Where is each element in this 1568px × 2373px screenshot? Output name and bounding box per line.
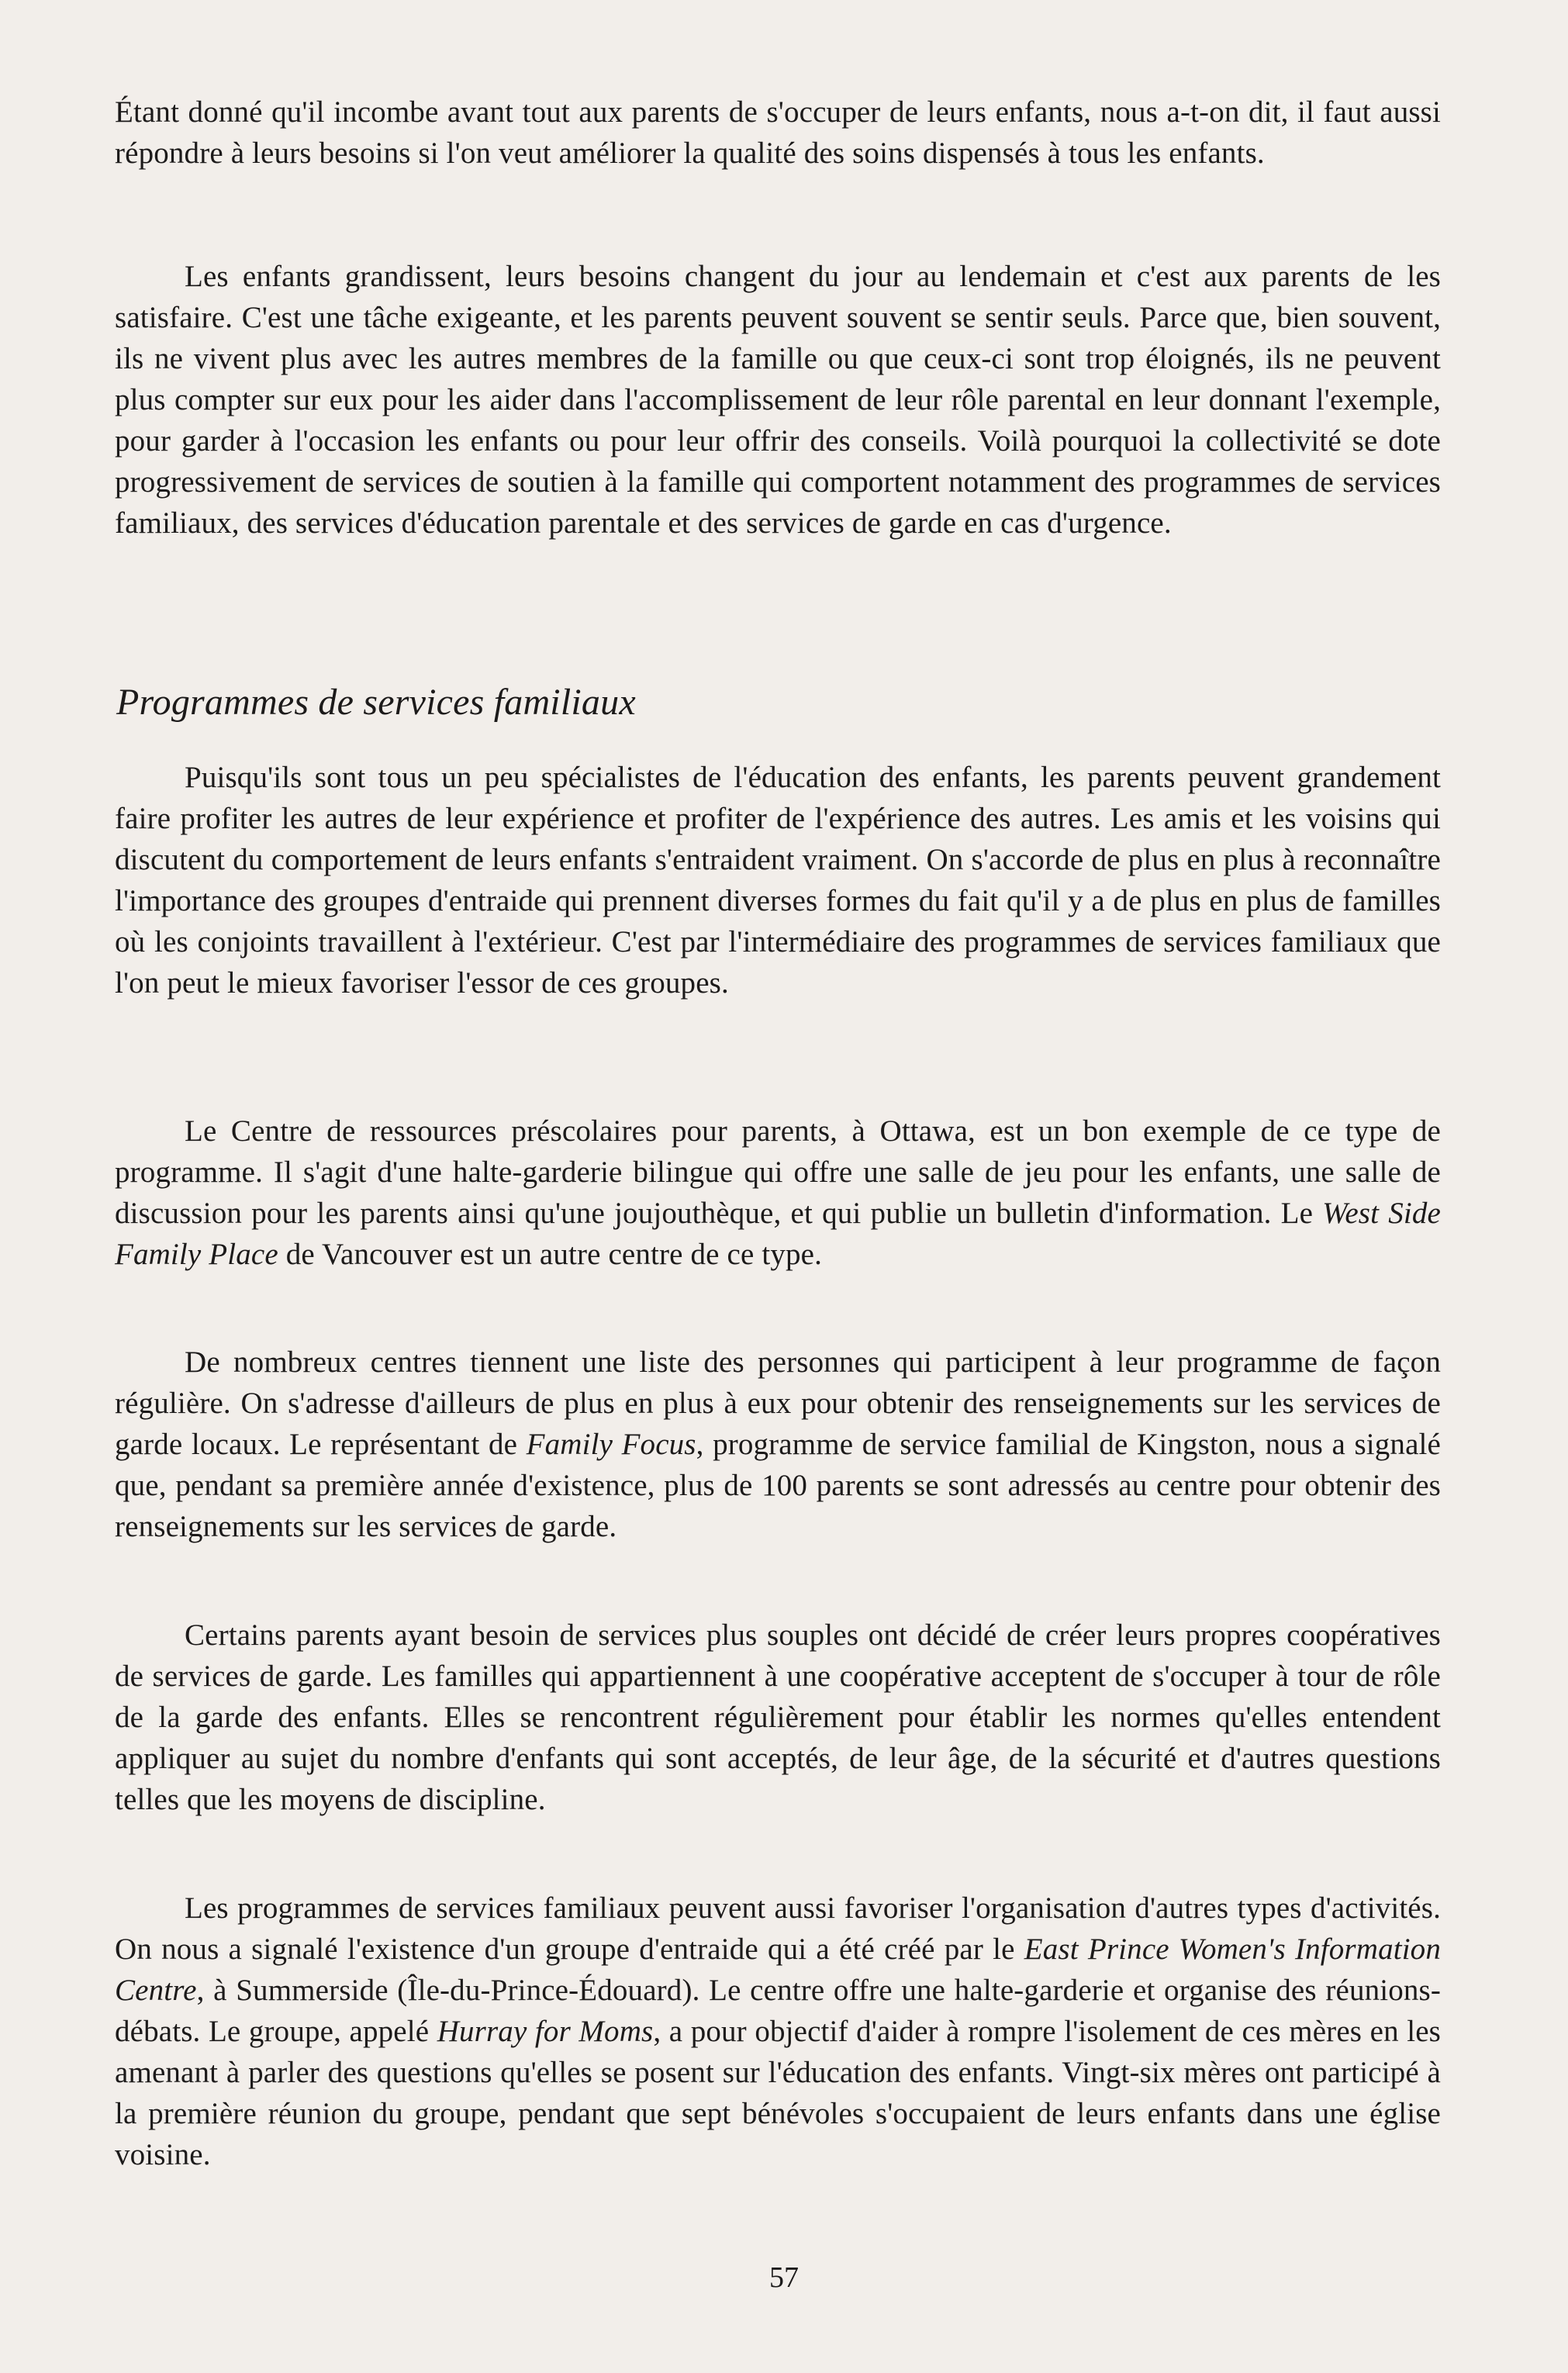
- paragraph-family-support: Les enfants grandissent, leurs besoins changent du jour au lendemain et c'est aux parents de les satisfaire. C'est une tâche exigeante, et les parents peuvent souvent se sentir seuls. Parce que, bien souvent, ils ne vivent plus avec les autres membres de la famille ou que ceux-ci sont trop éloignés, ils ne peuvent plus compter sur eux pour les aider dans l'accomplissement de leur rôle parental en leur donnant l'exemple, pour garder à l'occasion les enfants ou pour leur offrir des conseils. Voilà pourquoi la collectivité se dote progressivement de services de soutien à la famille qui comportent notamment des programmes de services familiaux, des services d'éducation parentale et des services de garde en cas d'urgence.: [115, 260, 1441, 540]
- group-name-hurray-for-moms: Hurray for Moms: [437, 2015, 654, 2048]
- program-name-east-prince: East Prince Women's Information Centre: [115, 1933, 1441, 2007]
- paragraph-parents-expertise: Puisqu'ils sont tous un peu spécialistes de l'éducation des enfants, les parents peuvent grandement faire profiter les autres de leur expérience et profiter de l'expérience des autres. Les amis et les voisins qui discutent du comportement de leurs enfants s'entraident vraiment. On s'accorde de plus en plus à reconnaître l'importance des groupes d'entraide qui prennent diverses formes du fait qu'il y a de plus en plus de familles où les conjoints travaillent à l'extérieur. C'est par l'intermédiaire des programmes de services familiaux que l'on peut le mieux favoriser l'essor de ces groupes.: [115, 761, 1441, 1000]
- paragraph-ottawa-centre: Le Centre de ressources préscolaires pour parents, à Ottawa, est un bon exemple de ce type de programme. Il s'agit d'une halte-garderie bilingue qui offre une salle de jeu pour les enfants, une salle de discussion pour les parents ainsi qu'une joujouthèque, et qui publie un bulletin d'information. Le West Side Family Place de Vancouver est un autre centre de ce type.: [115, 1114, 1441, 1271]
- paragraph-participant-lists: De nombreux centres tiennent une liste des personnes qui participent à leur programme de façon régulière. On s'adresse d'ailleurs de plus en plus à eux pour obtenir des renseignements sur les services de garde locaux. Le représentant de Family Focus, programme de service familial de Kingston, nous a signalé que, pendant sa première année d'existence, plus de 100 parents se sont adressés au centre pour obtenir des renseignements sur les services de garde.: [115, 1345, 1441, 1543]
- program-name-west-side: West Side Family Place: [115, 1197, 1441, 1271]
- paragraph-cooperatives: Certains parents ayant besoin de services plus souples ont décidé de créer leurs propres coopératives de services de garde. Les familles qui appartiennent à une coopérative acceptent de s'occuper à tour de rôle de la garde des enfants. Elles se rencontrent régulièrement pour établir les normes qu'elles entendent appliquer au sujet du nombre d'enfants qui sont acceptés, de leur âge, de la sécurité et d'autres questions telles que les moyens de discipline.: [115, 1618, 1441, 1816]
- page-number: 57: [769, 2261, 799, 2294]
- program-name-family-focus: Family Focus: [526, 1428, 696, 1461]
- paragraph-self-help-groups: Les programmes de services familiaux peuvent aussi favoriser l'organisation d'autres types d'activités. On nous a signalé l'existence d'un groupe d'entraide qui a été créé par le East Prince Women's Information Centre, à Summerside (Île-du-Prince-Édouard). Le centre offre une halte-garderie et organise des réunions-débats. Le groupe, appelé Hurray for Moms, a pour objectif d'aider à rompre l'isolement de ces mères en les amenant à parler des questions qu'elles se posent sur l'éducation des enfants. Vingt-six mères ont participé à la première réunion du groupe, pendant que sept bénévoles s'occupaient de leurs enfants dans une église voisine.: [115, 1891, 1442, 2171]
- section-heading: Programmes de services familiaux: [116, 682, 636, 723]
- paragraph-intro: Étant donné qu'il incombe avant tout aux parents de s'occuper de leurs enfants, nous a-t-on dit, il faut aussi répondre à leurs besoins si l'on veut améliorer la qualité des soins dispensés à tous les enfants.: [115, 95, 1441, 170]
